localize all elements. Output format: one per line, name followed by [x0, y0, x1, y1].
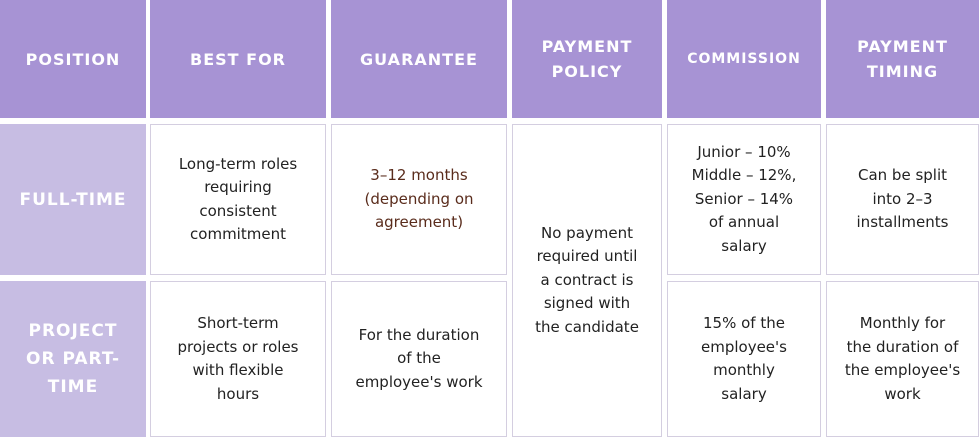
- cell-text: For the duration of the employee's work: [355, 325, 483, 391]
- header-payment-timing: [826, 0, 979, 118]
- cell-text: Can be split into 2–3 installments: [856, 166, 949, 232]
- row-label-project-part-time: [0, 281, 146, 437]
- cell-text: Long-term roles requiring consistent commitment: [178, 154, 298, 243]
- cell-project-commission: [667, 281, 821, 437]
- header-commission: [667, 0, 821, 118]
- cell-full-time-best-for: [150, 124, 326, 275]
- cell-full-time-guarantee: [331, 124, 507, 275]
- cell-text: Monthly for the duration of the employee's work: [844, 314, 961, 403]
- row-label-project-part-time-text: PROJECT OR PART- TIME: [26, 321, 120, 397]
- header-payment-timing-label: PAYMENT TIMING: [857, 37, 948, 81]
- cell-text: 15% of the employee's monthly salary: [701, 314, 787, 403]
- cell-project-best-for: [150, 281, 326, 437]
- cell-payment-policy-merged: [512, 124, 662, 437]
- header-guarantee: [331, 0, 507, 118]
- header-best-for: [150, 0, 326, 118]
- cell-project-payment-timing: [826, 281, 979, 437]
- header-payment-policy: [512, 0, 662, 118]
- header-commission-label: COMMISSION: [687, 50, 801, 67]
- cell-full-time-commission: [667, 124, 821, 275]
- row-label-full-time-text: FULL-TIME: [19, 189, 127, 210]
- cell-text: Short-term projects or roles with flexible hours: [177, 314, 299, 403]
- header-best-for-label: BEST FOR: [190, 49, 286, 69]
- cell-project-guarantee: [331, 281, 507, 437]
- cell-text: 3–12 months (depending on agreement): [364, 166, 474, 232]
- cell-text: No payment required until a contract is signed with the candidate: [535, 223, 639, 336]
- header-guarantee-label: GUARANTEE: [360, 49, 478, 69]
- cell-text: Junior – 10% Middle – 12%, Senior – 14% of annual salary: [691, 142, 797, 255]
- header-position-label: POSITION: [25, 49, 121, 69]
- row-label-full-time: [0, 124, 146, 275]
- header-payment-policy-label: PAYMENT POLICY: [541, 37, 633, 81]
- cell-full-time-payment-timing: [826, 124, 979, 275]
- header-position: [0, 0, 146, 118]
